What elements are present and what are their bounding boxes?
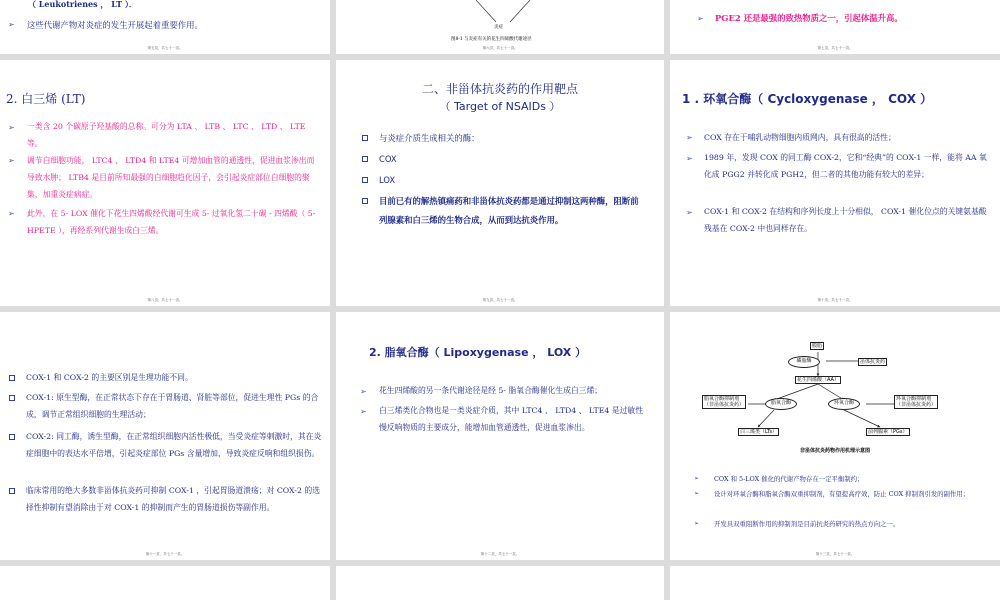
square-bullet-icon bbox=[362, 135, 368, 141]
slide-16 bbox=[670, 566, 1000, 600]
triangle-bullet-icon: ➢ bbox=[8, 20, 15, 29]
slide-10 bbox=[670, 60, 1000, 306]
triangle-bullet-icon: ➢ bbox=[8, 123, 15, 132]
triangle-bullet-icon: ➢ bbox=[686, 133, 693, 142]
slide-6 bbox=[336, 0, 664, 54]
triangle-bullet-icon: ➢ bbox=[694, 490, 700, 497]
bullet-text: COX bbox=[379, 154, 397, 164]
diagram-node-cox: 环氧合酶 bbox=[828, 398, 860, 410]
slide-title: 2. 脂氧合酶（ Lipoxygenase ， LOX ） bbox=[369, 346, 587, 359]
triangle-bullet-icon: ➢ bbox=[694, 520, 700, 527]
triangle-bullet-icon: ➢ bbox=[8, 209, 15, 218]
diagram-node-pgs: 前列腺素（PGs） bbox=[868, 429, 908, 435]
square-bullet-icon bbox=[9, 375, 15, 381]
slide-title: 2. 白三烯 (LT) bbox=[6, 92, 86, 106]
diagram-node-lts: 白三烯类（LTs） bbox=[740, 429, 777, 435]
page-number: 第十二页，共七十一页。 bbox=[480, 552, 520, 556]
bullet-text: LOX bbox=[379, 175, 396, 185]
square-bullet-icon bbox=[9, 434, 15, 440]
figure-caption: 图8-1 与炎症有关的花生四烯酸代谢途径 bbox=[451, 37, 532, 42]
square-bullet-icon bbox=[362, 198, 368, 204]
page-number: 第七页，共七十一页。 bbox=[817, 46, 853, 50]
slide-text bbox=[715, 0, 732, 5]
slide-subtitle: （ Target of NSAIDs ） bbox=[439, 100, 561, 113]
page-number: 第五页，共七十一页。 bbox=[147, 46, 183, 50]
square-bullet-icon bbox=[362, 177, 368, 183]
slide-14 bbox=[0, 566, 330, 600]
diagram-node-aa: 花生四烯酸（AA） bbox=[797, 377, 839, 383]
triangle-bullet-icon: ➢ bbox=[697, 14, 704, 23]
diagram-node-membrane: 膜脂 bbox=[812, 343, 823, 349]
triangle-bullet-icon: ➢ bbox=[694, 475, 700, 482]
diagram-caption: 非甾体抗炎药物作用机理示意图 bbox=[799, 448, 870, 454]
triangle-bullet-icon: ➢ bbox=[686, 154, 693, 163]
diagram-node-lox: 脂氧合酶 bbox=[765, 398, 797, 410]
square-bullet-icon bbox=[9, 488, 15, 494]
page-number: 第十三页，共七十一页。 bbox=[815, 552, 855, 556]
bullet-text: 花生四烯酸的另一条代谢途径是经 5- 脂氧合酶催化生成白三烯； bbox=[379, 386, 603, 395]
slide-11 bbox=[0, 312, 330, 560]
slide-12 bbox=[336, 312, 664, 560]
diagram-node-steroid: 甾体抗炎药 bbox=[860, 359, 886, 365]
page-number: 第八页，共七十一页。 bbox=[147, 298, 183, 302]
bullet-text: COX-1 和 COX-2 在结构和序列长度上十分相似， COX-1 催化位点的关键氨基酸残基在 COX-2 中也同样存在。 bbox=[704, 207, 987, 233]
bullet-text: 调节白细胞功能， LTC4 、 LTD4 和 LTE4 可增加血管的通透性，促进血浆渗出而导致水肿； LTB4 是目前所知最强的白细胞趋化因子，会引起炎症部位白细胞的聚集，加重炎症病症。 bbox=[27, 156, 315, 199]
bullet-text: 临床常用的绝大多数非甾体抗炎药可抑制 COX-1 ，引起胃肠道溃疡；对 COX-2 的选择性抑制有望消除由于对 COX-1 的抑制而产生的胃肠道损伤等副作用。 bbox=[26, 486, 320, 512]
bullet-text: 与炎症介质生成相关的酶： bbox=[379, 133, 480, 143]
slide-title: 二、非甾体抗炎药的作用靶点 bbox=[421, 82, 578, 96]
bullet-text: 1989 年，发现 COX 的同工酶 COX-2，它和“经典”的 COX-1 一样，能将 AA 氧化成 PGG2 并转化成 PGH2，但二者的其他功能有较大的差异； bbox=[704, 153, 987, 179]
slide-9 bbox=[336, 60, 664, 306]
bullet-text: 这些代谢产物对炎症的发生开展起着重要作用。 bbox=[27, 20, 203, 30]
slide-text: （ Leukotrienes ， LT ）． bbox=[28, 0, 137, 9]
page-number: 第九页，共七十一页。 bbox=[482, 298, 518, 302]
triangle-bullet-icon: ➢ bbox=[8, 156, 15, 165]
slide-15 bbox=[336, 566, 664, 600]
node-line: 环氧合酶抑制剂 bbox=[896, 396, 932, 402]
bullet-text: COX-2: 同工酶，诱生型酶，在正常组织细胞内活性极低，当受炎症等刺激时，其在炎症细胞中的表达水平倍增，引起炎症部位 PGs 含量增加，导致炎症反响和组织损伤。 bbox=[26, 432, 322, 458]
slide-7 bbox=[670, 0, 1000, 54]
node-line: （非甾体抗炎药） bbox=[704, 402, 745, 408]
triangle-bullet-icon: ➢ bbox=[360, 387, 367, 396]
bullet-text: COX 存在于哺乳动物细胞内质网内，具有很高的活性； bbox=[704, 133, 896, 142]
slide-title: 1 . 环氧合酶（ Cycloxygenase ， COX ） bbox=[682, 92, 933, 106]
slide-13 bbox=[670, 312, 1000, 560]
node-line: 脂氧合酶抑制剂 bbox=[704, 396, 740, 402]
diagram-node-cox-inhibitor bbox=[894, 395, 938, 409]
slide-5 bbox=[0, 0, 330, 54]
bullet-text: COX 和 5-LOX 催化的代谢产物存在一定平衡制约； bbox=[714, 475, 864, 483]
node-line: （非甾体抗炎药） bbox=[896, 402, 937, 408]
bullet-text: 白三烯类化合物也是一类炎症介质，其中 LTC4 、 LTD4 、 LTE4 是过敏性慢反响物质的主要成分，能增加血管通透性，促进血浆渗出。 bbox=[379, 406, 644, 432]
bullet-text: 此外，在 5- LOX 催化下花生四烯酸经代谢可生成 5- 过氧化氢二十碳 - 四烯酸（ 5-HPETE ），再经系列代谢生成白三烯。 bbox=[27, 209, 316, 235]
page-number: 第十一页，共七十一页。 bbox=[145, 552, 185, 556]
bullet-text: PGE2 还是最强的致热物质之一，引起体温升高。 bbox=[715, 13, 903, 23]
page-number: 第十页，共七十一页。 bbox=[817, 298, 853, 302]
triangle-bullet-icon: ➢ bbox=[686, 208, 693, 217]
diagram-node-phospholipase: 磷脂酶 bbox=[788, 356, 820, 368]
slide-8 bbox=[0, 60, 330, 306]
bullet-text: COX-1: 原生型酶，在正常状态下存在于胃肠道、肾脏等部位，促进生理性 PGs 的合成，调节正常组织细胞的生理活动； bbox=[26, 393, 319, 419]
square-bullet-icon bbox=[362, 156, 368, 162]
bullet-text: 一类含 20 个碳原子羟基酸的总称。可分为 LTA 、 LTB 、 LTC 、 LTD 、 LTE 等。 bbox=[27, 122, 306, 148]
diagram-node-lox-inhibitor bbox=[702, 395, 746, 409]
triangle-bullet-icon: ➢ bbox=[360, 407, 367, 416]
diagram-node: 炎症 bbox=[494, 25, 503, 30]
bullet-text: COX-1 和 COX-2 的主要区别是生理功能不同。 bbox=[26, 373, 193, 382]
bullet-text: 设计对环氧合酶和脂氧合酶双重抑制剂，有望提高疗效，防止 COX 抑制剂引发的副作用； bbox=[714, 490, 970, 498]
bullet-text: 目前已有的解热镇痛药和非甾体抗炎药都是通过抑制这两种酶，阻断前列腺素和白三烯的生物合成，从而到达抗炎作用。 bbox=[379, 196, 639, 225]
page-number: 第六页，共七十一页。 bbox=[482, 46, 518, 50]
square-bullet-icon bbox=[9, 395, 15, 401]
bullet-text: 开发具双重阻断作用的抑制剂是目前抗炎药研究的热点方向之一。 bbox=[714, 520, 900, 528]
